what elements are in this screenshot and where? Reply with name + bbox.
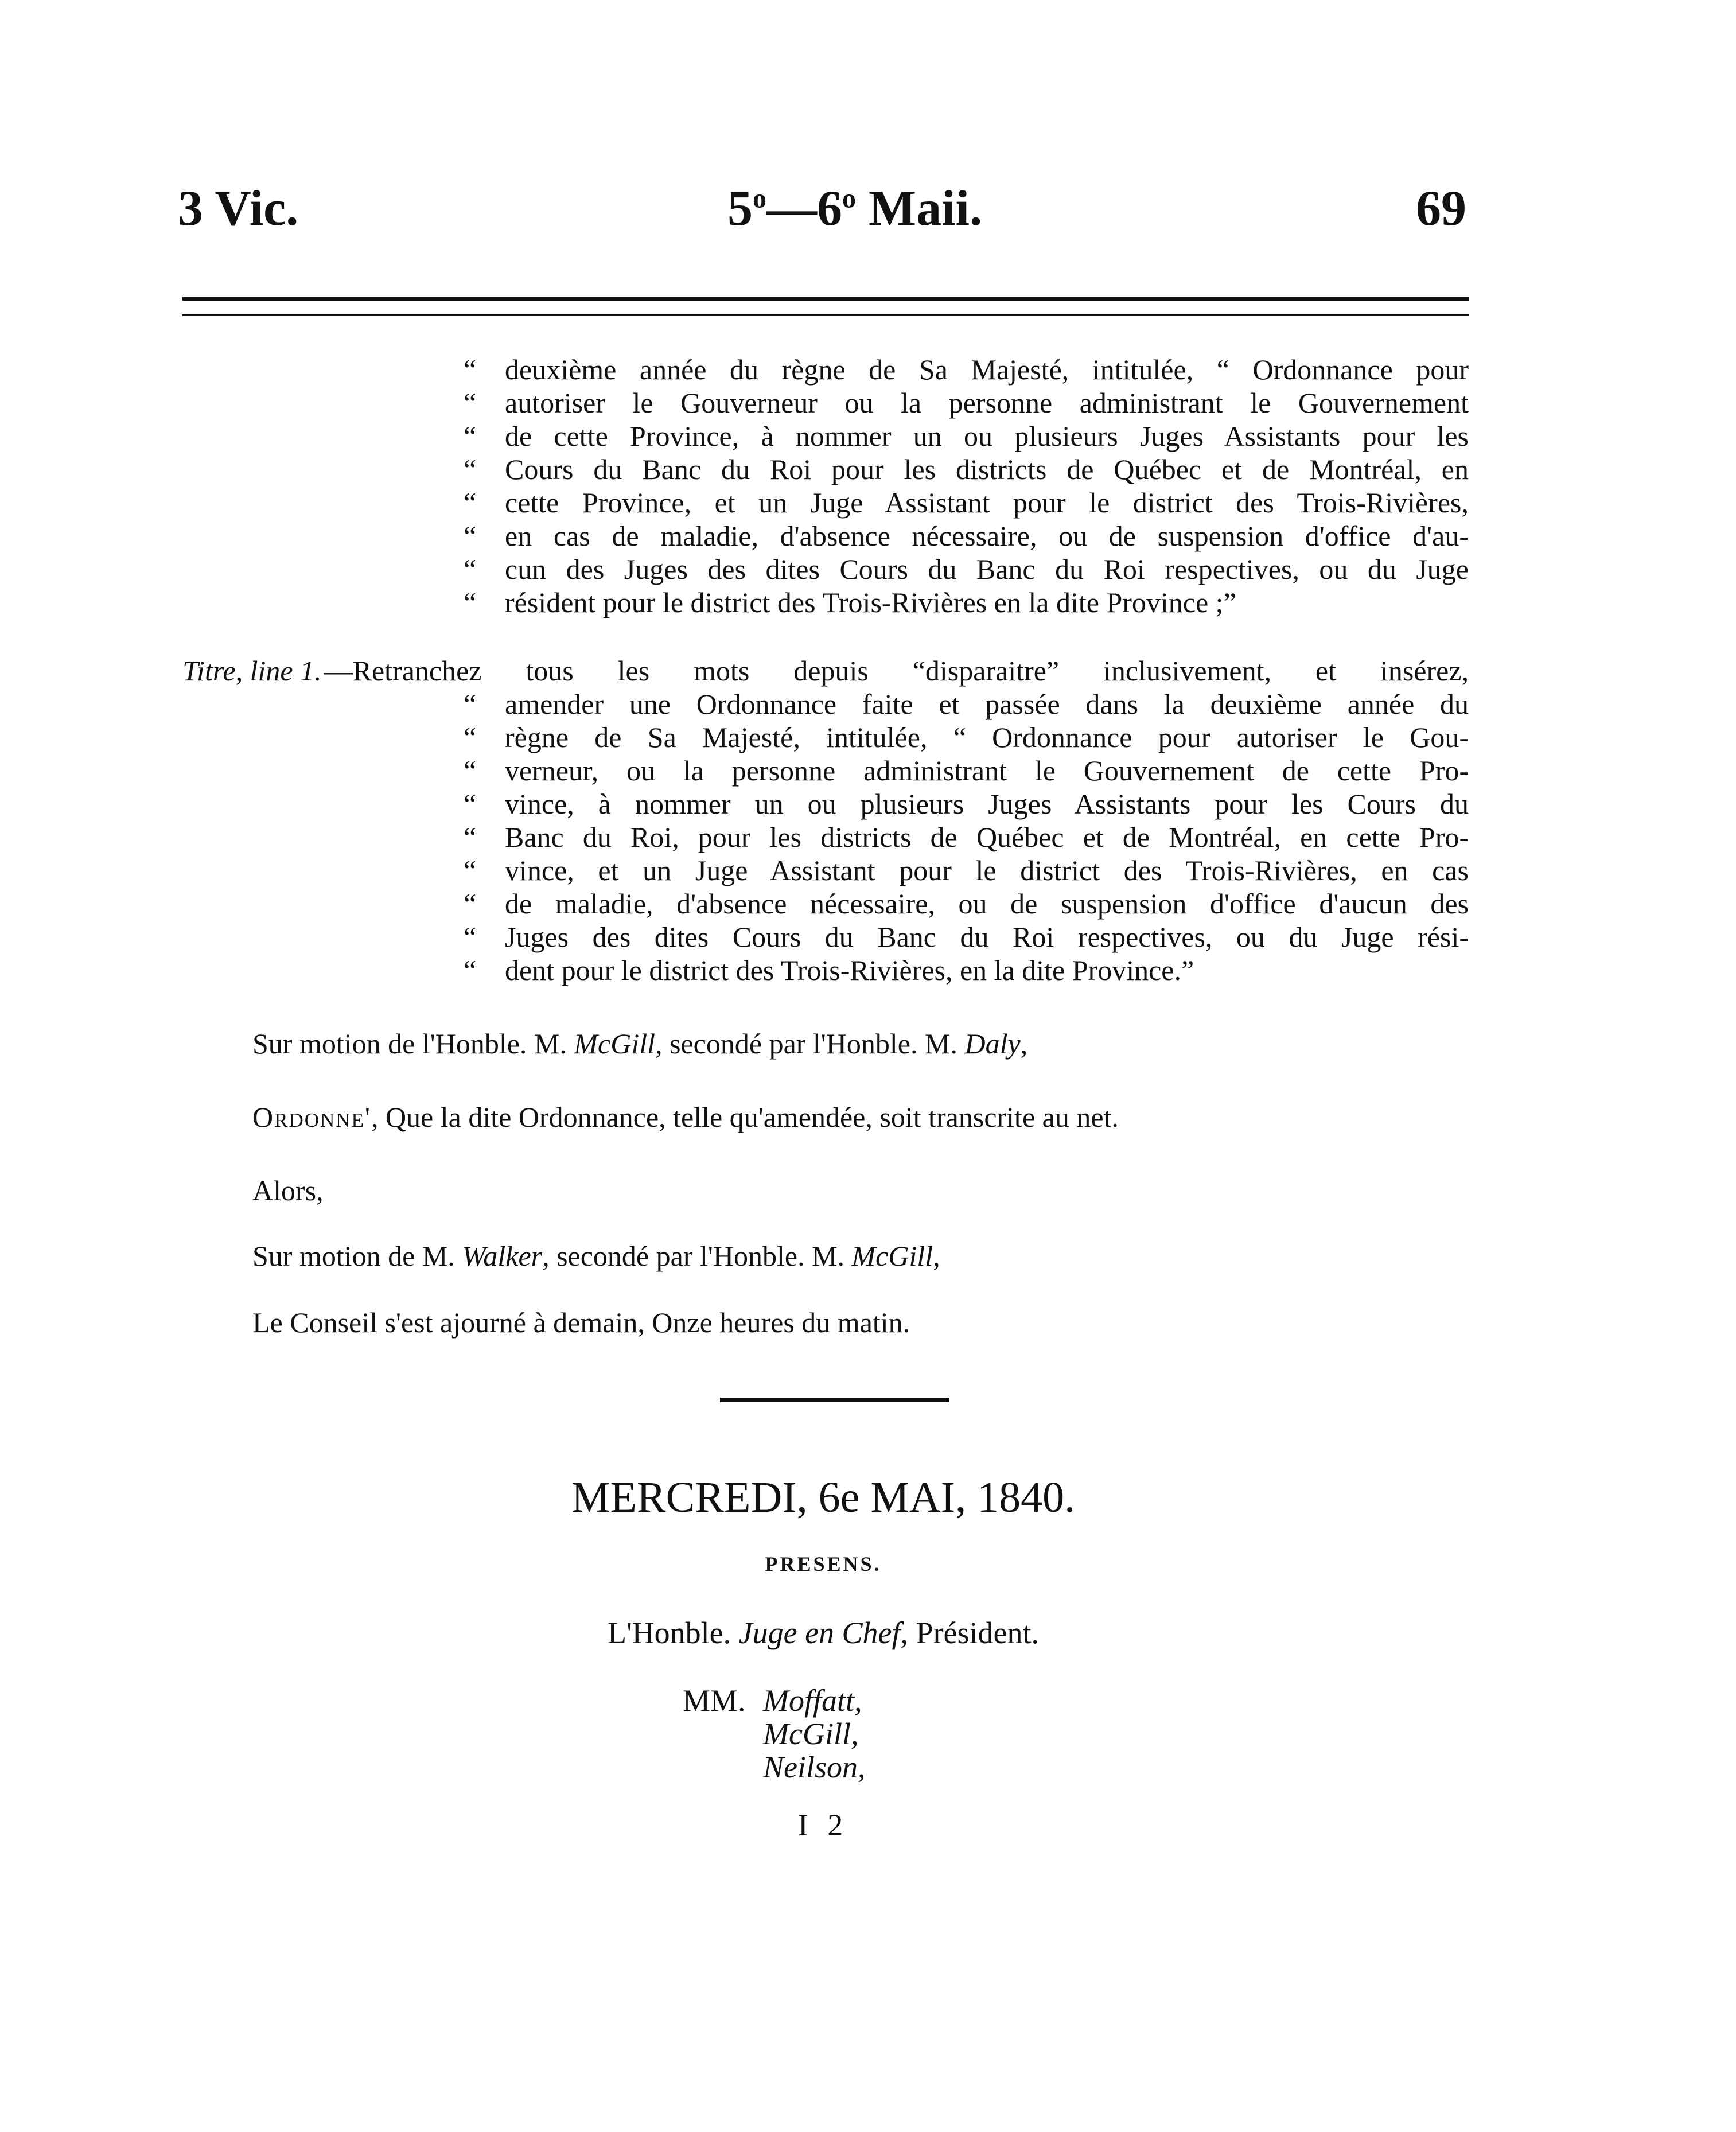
amendment-first-line [182,654,1469,687]
seconder-name: Daly [964,1028,1021,1060]
members-present [683,1684,866,1784]
amendment-line-text: verneur, ou la personne administrant le Gouvernement de cette Pro- [505,754,1469,787]
amendment-line [464,920,1469,954]
amendment-line [464,820,1469,854]
quoted-text-block [464,353,1469,619]
quoted-line [464,386,1469,419]
ordonne-resolution: Ordonne', Que la dite Ordonnance, telle qu'amendée, soit transcrite au net. [252,1101,1119,1133]
member-row [683,1717,866,1750]
amendment-line-text: dent pour le district des Trois-Rivières, en la dite Province.” [505,954,1194,986]
quoted-line [464,453,1469,486]
quoted-line-text: cette Province, et un Juge Assistant pour le district des Trois-Rivières, [505,487,1469,519]
amendment-instruction: —Retranchez tous les mots depuis “disparaitre” inclusivement, et insérez, [324,655,1469,687]
session-date: MERCREDI, 6e MAI, 1840. [571,1473,1076,1522]
amendment-line [464,687,1469,721]
amendment-inserted-text [464,687,1469,987]
amendment-line [464,787,1469,820]
running-header-left: 3 Vic. [178,181,299,236]
amendment-line-text: Banc du Roi, pour les districts de Québec et de Montréal, en cette Pro- [505,821,1469,853]
adjournment-line: Le Conseil s'est ajourné à demain, Onze heures du matin. [252,1306,910,1339]
quote-mark: “ [464,821,477,853]
mover-name: McGill [574,1028,656,1060]
member-name: McGill, [763,1717,859,1751]
quoted-line [464,486,1469,519]
presens-heading: PRESENS. [765,1553,882,1575]
quote-mark: “ [464,754,477,787]
amendment-line-text: vince, à nommer un ou plusieurs Juges Assistants pour les Cours du [505,788,1469,820]
quoted-line [464,519,1469,553]
quoted-line [464,586,1469,619]
quote-mark: “ [464,420,477,452]
quoted-line-text: cun des Juges des dites Cours du Banc du Roi respectives, ou du Juge [505,553,1469,585]
member-name: Neilson, [763,1750,866,1784]
signature-mark: I 2 [797,1808,849,1842]
quoted-line [464,419,1469,453]
quoted-line-text: autoriser le Gouverneur ou la personne administrant le Gouvernement [505,387,1469,419]
member-row [683,1684,866,1717]
quote-mark: “ [464,954,477,986]
quote-mark: “ [464,921,477,953]
member-row [683,1750,866,1784]
amendment-line [464,887,1469,920]
quoted-line [464,553,1469,586]
quote-mark: “ [464,586,477,618]
members-prefix: MM. [683,1683,746,1718]
quoted-line-text: deuxième année du règne de Sa Majesté, intitulée, “ Ordonnance pour [505,353,1469,386]
quote-mark: “ [464,688,477,720]
president-title: Juge en Chef, [738,1616,909,1650]
quote-mark: “ [464,854,477,886]
quote-mark: “ [464,487,477,519]
quoted-line-text: de cette Province, à nommer un ou plusieurs Juges Assistants pour les [505,420,1469,452]
quote-mark: “ [464,353,477,386]
quoted-line-text: Cours du Banc du Roi pour les districts de Québec et de Montréal, en [505,453,1469,485]
amendment-line-text: règne de Sa Majesté, intitulée, “ Ordonnance pour autoriser le Gou- [505,721,1469,753]
ordonne-label: Ordonne' [252,1101,371,1133]
amendment-line-text: Juges des dites Cours du Banc du Roi respectives, ou du Juge rési- [505,921,1469,953]
quote-mark: “ [464,553,477,585]
seconder-name: McGill [851,1240,933,1272]
title-amendment [182,654,1469,987]
header-rule-thin [182,314,1469,316]
motion-walker-mcgill: Sur motion de M. Walker, secondé par l'Honble. M. McGill, [252,1240,940,1272]
amendment-line [464,754,1469,787]
quote-mark: “ [464,888,477,920]
page-number: 69 [1416,181,1466,236]
alors-line: Alors, [252,1174,324,1207]
section-divider [720,1398,949,1402]
quoted-line [464,353,1469,386]
quote-mark: “ [464,788,477,820]
quote-mark: “ [464,387,477,419]
amendment-line-text: amender une Ordonnance faite et passée dans la deuxième année du [505,688,1469,720]
amendment-line [464,954,1469,987]
amendment-line [464,721,1469,754]
amendment-line-text: de maladie, d'absence nécessaire, ou de suspension d'office d'aucun des [505,888,1469,920]
amendment-label: Titre, line 1. [182,655,322,687]
member-name: Moffatt, [763,1683,862,1718]
header-rule-thick [182,297,1469,301]
president-line: L'Honble. Juge en Chef, Président. [607,1616,1040,1650]
quoted-line-text: en cas de maladie, d'absence nécessaire, ou de suspension d'office d'au- [505,520,1469,552]
mover-name: Walker [462,1240,543,1272]
quoted-line-text: résident pour le district des Trois-Rivières en la dite Province ;” [505,586,1236,618]
amendment-line [464,854,1469,887]
amendment-line-text: vince, et un Juge Assistant pour le district des Trois-Rivières, en cas [505,854,1469,886]
quote-mark: “ [464,520,477,552]
running-header-date: 5$^o$—6$^o$ Maii. [727,181,982,236]
quote-mark: “ [464,453,477,485]
motion-mcgill-daly: Sur motion de l'Honble. M. McGill, secondé par l'Honble. M. Daly, [252,1028,1028,1060]
quote-mark: “ [464,721,477,753]
